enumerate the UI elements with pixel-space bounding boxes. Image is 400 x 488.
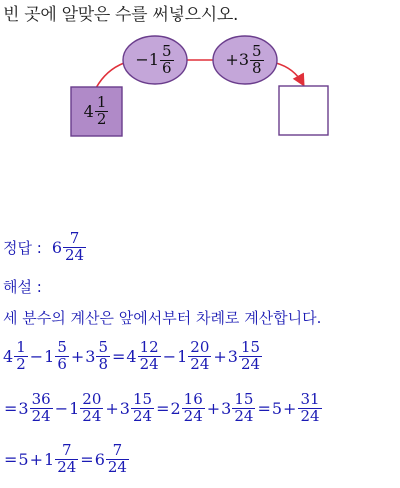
arrow-op2-to-result <box>276 63 303 84</box>
operation-2-fraction: $\frac{5}{8}$ <box>252 41 262 77</box>
calc-line-2: = 3 $\frac{36}{24}$ − 1 $\frac{20}{24}$ + 3 $\frac{15}{24}$ = 2 $\frac{16}{24}$ + 3 $\frac{15}{24}$ = 5 + $\frac{31}{24}$ <box>4 390 320 425</box>
result-value <box>279 86 328 135</box>
start-box-value: 4 $\frac{1}{2}$ <box>83 93 107 128</box>
operation-1-fraction: $\frac{5}{6}$ <box>162 41 172 77</box>
answer-fraction: $\frac{7}{24}$ <box>65 229 85 264</box>
answer-line: 정답 : 6 $\frac{7}{24}$ <box>3 229 85 264</box>
explanation-label: 해설 : <box>3 278 42 296</box>
explanation-text: 세 분수의 계산은 앞에서부터 차례로 계산합니다. <box>3 309 322 327</box>
question-text: 빈 곳에 알맞은 수를 써넣으시오. <box>3 5 239 25</box>
start-fraction: $\frac{1}{2}$ <box>96 93 107 128</box>
connector-start-to-op1 <box>96 63 124 88</box>
answer-label: 정답 : <box>3 238 42 257</box>
operation-1-value: − 1 $\frac{5}{6}$ <box>135 41 172 77</box>
calc-line-3: = 5 + 1 $\frac{7}{24}$ = 6 $\frac{7}{24}$ <box>4 441 127 476</box>
calc-line-1: 4 $\frac{1}{2}$ − 1 $\frac{5}{6}$ + 3 $\frac{5}{8}$ = 4 $\frac{12}{24}$ − 1 $\frac{20}{24}$ + 3 $\frac{15}{24}$ <box>3 338 261 373</box>
flow-diagram <box>0 0 400 150</box>
operation-2-value: + 3 $\frac{5}{8}$ <box>225 41 262 77</box>
